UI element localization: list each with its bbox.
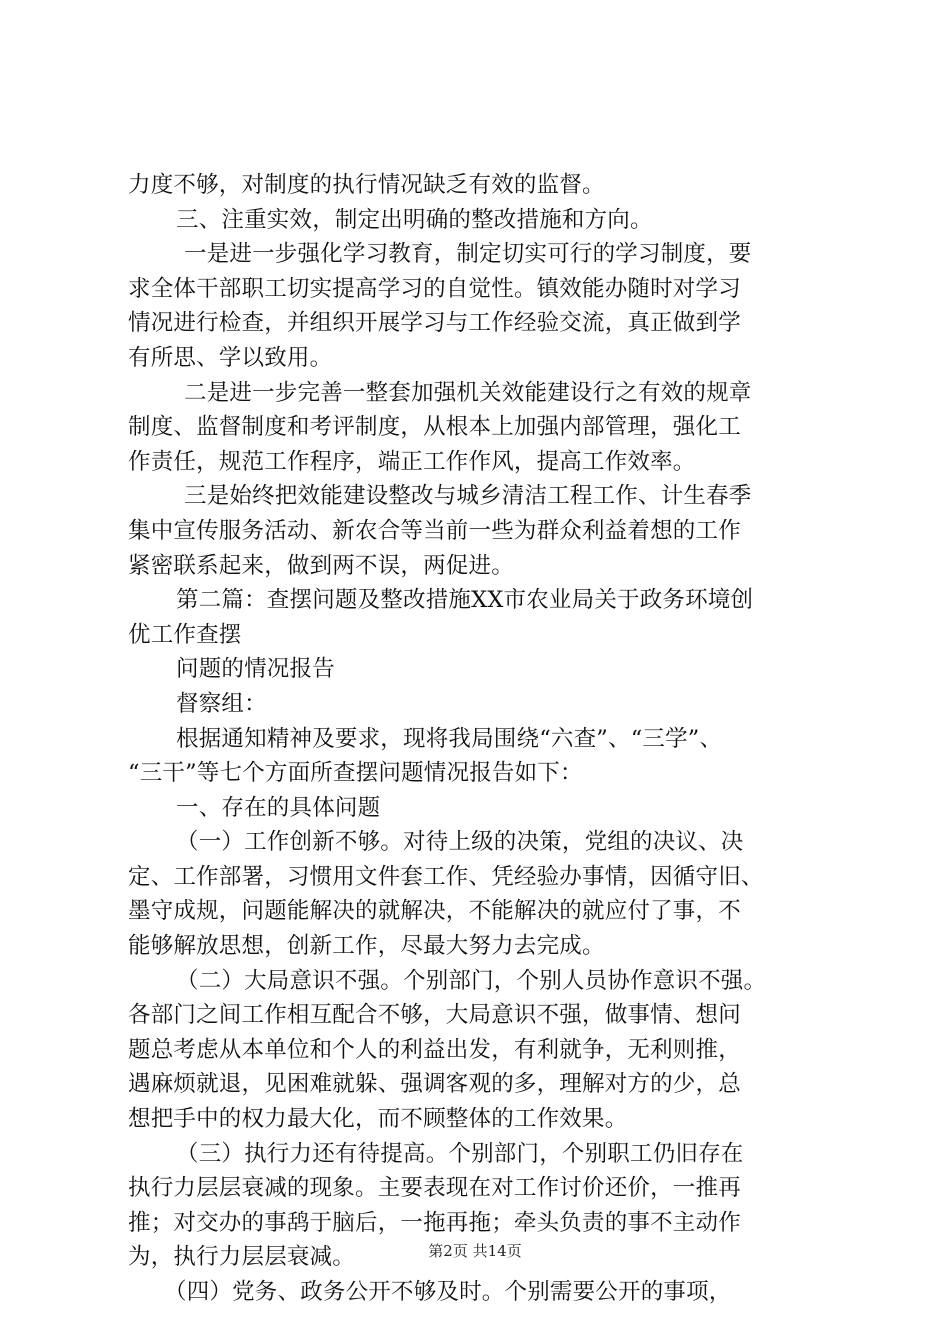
text-line: 想把手中的权力最大化，而不顾整体的工作效果。 — [128, 1106, 628, 1133]
text-line: 墨守成规，问题能解决的就解决，不能解决的就应付了事，不 — [128, 898, 741, 925]
text-line: “三干”等七个方面所查摆问题情况报告如下： — [128, 760, 583, 787]
text-line: 各部门之间工作相互配合不够，大局意识不强，做事情、想问 — [128, 1002, 741, 1029]
section-heading: 一、存在的具体问题 — [176, 794, 381, 821]
text-line: 一是进一步强化学习教育，制定切实可行的学习制度，要 — [184, 241, 752, 268]
text-line: 力度不够，对制度的执行情况缺乏有效的监督。 — [128, 172, 605, 198]
text-line: 定、工作部署，习惯用文件套工作、凭经验办事情，因循守旧、 — [128, 863, 764, 890]
text-line: 推；对交办的事鸹于脑后，一拖再拖；牵头负责的事不主动作 — [128, 1209, 741, 1236]
text-line: 作责任，规范工作程序，端正工作作风，提高工作效率。 — [128, 448, 696, 475]
chapter-title: 第二篇：查摆问题及整改措施XX市农业局关于政务环境创 — [176, 587, 754, 614]
text-line: 集中宣传服务活动、新农合等当前一些为群众利益着想的工作 — [128, 517, 741, 544]
text-line: 题总考虑从本单位和个人的利益出发，有利就争，无利则推， — [128, 1036, 741, 1063]
text-line: 遇麻烦就退，见困难就躲、强调客观的多，理解对方的少，总 — [128, 1071, 741, 1098]
report-title: 问题的情况报告 — [176, 656, 335, 683]
text-line: 求全体干部职工切实提高学习的自觉性。镇效能办随时对学习 — [128, 275, 741, 302]
text-line: 紧密联系起来，做到两不误，两促进。 — [128, 552, 514, 579]
text-line: 为，执行力层层衰减。 — [128, 1244, 356, 1271]
text-line: 能够解放思想，创新工作，尽最大努力去完成。 — [128, 933, 605, 960]
chapter-title: 优工作查摆 — [128, 621, 242, 648]
document-body — [128, 168, 834, 1310]
section-heading: 三、注重实效，制定出明确的整改措施和方向。 — [176, 206, 653, 233]
text-line: （四）党务、政务公开不够及时。个别需要公开的事项， — [164, 1279, 732, 1305]
text-line: 制度、监督制度和考评制度，从根本上加强内部管理，强化工 — [128, 414, 741, 441]
text-line: 执行力层层衰减的现象。主要表现在对工作讨价还价，一推再 — [128, 1175, 741, 1202]
text-line: 情况进行检查，并组织开展学习与工作经验交流，真正做到学 — [128, 310, 741, 337]
text-line: （二）大局意识不强。个别部门，个别人员协作意识不强。 — [176, 967, 767, 994]
addressee: 督察组： — [176, 690, 267, 717]
text-line: 三是始终把效能建设整改与城乡清洁工程工作、计生春季 — [184, 483, 752, 510]
page-number: 第2页 共14页 — [428, 1242, 522, 1260]
text-line: （三）执行力还有待提高。个别部门，个别职工仍旧存在 — [176, 1140, 744, 1167]
text-line: 根据通知精神及要求，现将我局围绕“六查”、“三学”、 — [176, 725, 723, 752]
text-line: （一）工作创新不够。对待上级的决策，党组的决议、决 — [176, 829, 744, 856]
text-line: 二是进一步完善一整套加强机关效能建设行之有效的规章 — [184, 379, 752, 406]
text-line: 有所思、学以致用。 — [128, 344, 333, 371]
